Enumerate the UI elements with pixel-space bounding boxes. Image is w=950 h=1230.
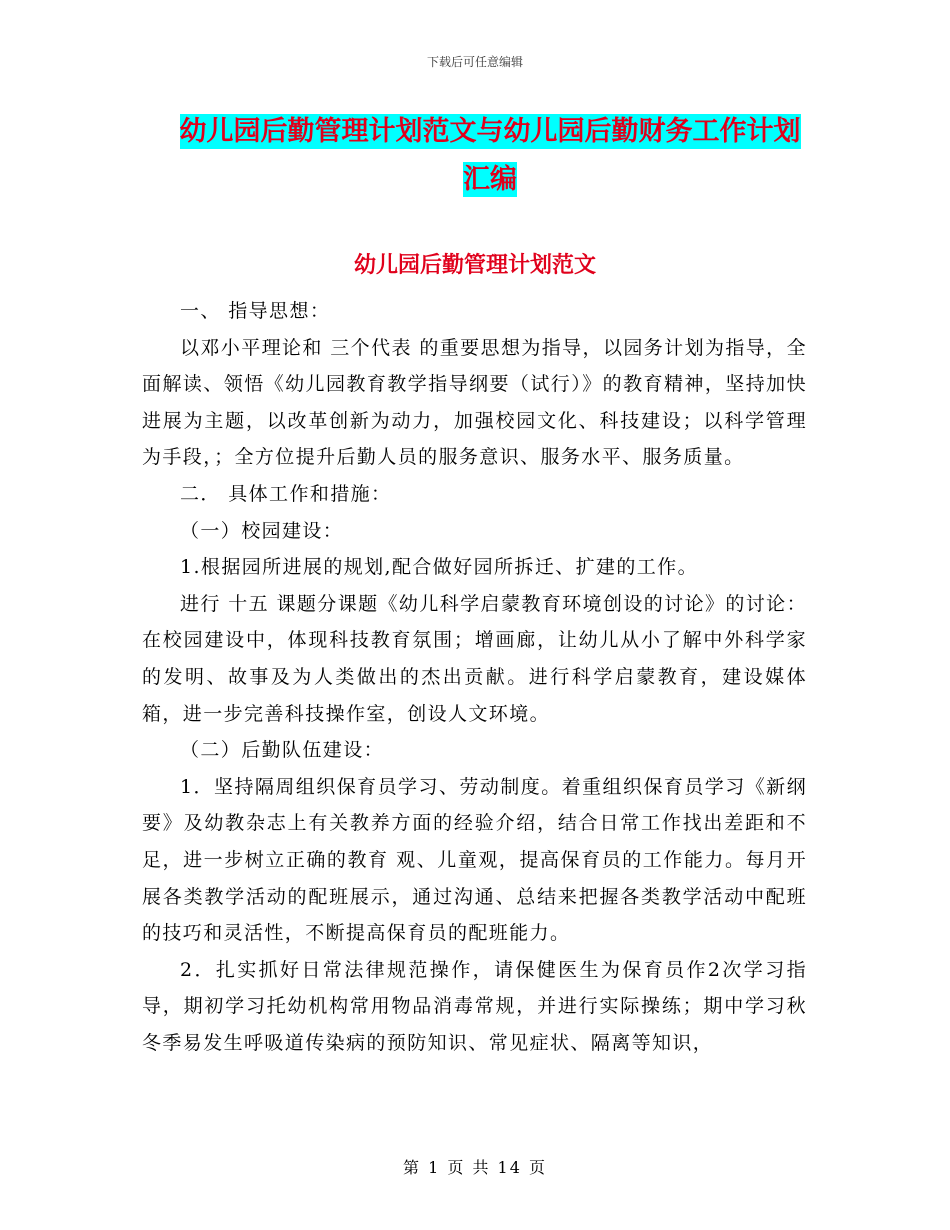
paragraph-team-item-2: 2．扎实抓好日常法律规范操作，请保健医生为保育员作2次学习指导，期初学习托幼机构常用物品消毒常规，并进行实际操练；期中学习秋冬季易发生呼吸道传染病的预防知识、常见症状、隔离等知识，	[142, 958, 807, 1054]
subheading-campus-construction: （一）校园建设：	[180, 519, 344, 542]
document-title-line-1: 幼儿园后勤管理计划范文与幼儿园后勤财务工作计划	[179, 116, 801, 147]
heading-guiding-ideology: 一、 指导思想：	[180, 300, 331, 322]
subheading-team-building: （二）后勤队伍建设：	[180, 739, 385, 762]
document-body	[142, 293, 807, 1061]
page-footer: 第 1 页 共 14 页	[403, 1158, 547, 1177]
heading-specific-work: 二． 具体工作和措施：	[180, 482, 392, 505]
document-title-line-2: 汇编	[463, 164, 517, 195]
document-title	[150, 108, 830, 204]
paragraph-campus-research: 进行 十五 课题分课题《幼儿科学启蒙教育环境创设的讨论》的讨论：在校园建设中，体现科技教育氛围；增画廊，让幼儿从小了解中外科学家的发明、故事及为人类做出的杰出贡献。进行科学启蒙教育，建设媒体箱，进一步完善科技操作室，创设人文环境。	[142, 592, 807, 725]
page-header-note: 下载后可任意编辑	[426, 55, 523, 69]
section-title: 幼儿园后勤管理计划范文	[353, 253, 596, 278]
paragraph-team-item-1: 1．坚持隔周组织保育员学习、劳动制度。着重组织保育员学习《新纲要》及幼教杂志上有关教养方面的经验介绍，结合日常工作找出差距和不足，进一步树立正确的教育 观、儿童观，提高保育员的工作能力。每月开展各类教学活动的配班展示，通过沟通、总结来把握各类教学活动中配班的技巧和灵活性，不断提高保育员的配班能力。	[142, 775, 807, 945]
paragraph-campus-item-1: 1.根据园所进展的规划,配合做好园所拆迁、扩建的工作。	[180, 556, 698, 579]
paragraph-guiding-ideology: 以邓小平理论和 三个代表 的重要思想为指导，以园务计划为指导，全面解读、领悟《幼儿园教育教学指导纲要（试行）》的教育精神，坚持加快进展为主题，以改革创新为动力，加强校园文化、科技建设；以科学管理为手段，；全方位提升后勤人员的服务意识、服务水平、服务质量。	[142, 336, 807, 469]
